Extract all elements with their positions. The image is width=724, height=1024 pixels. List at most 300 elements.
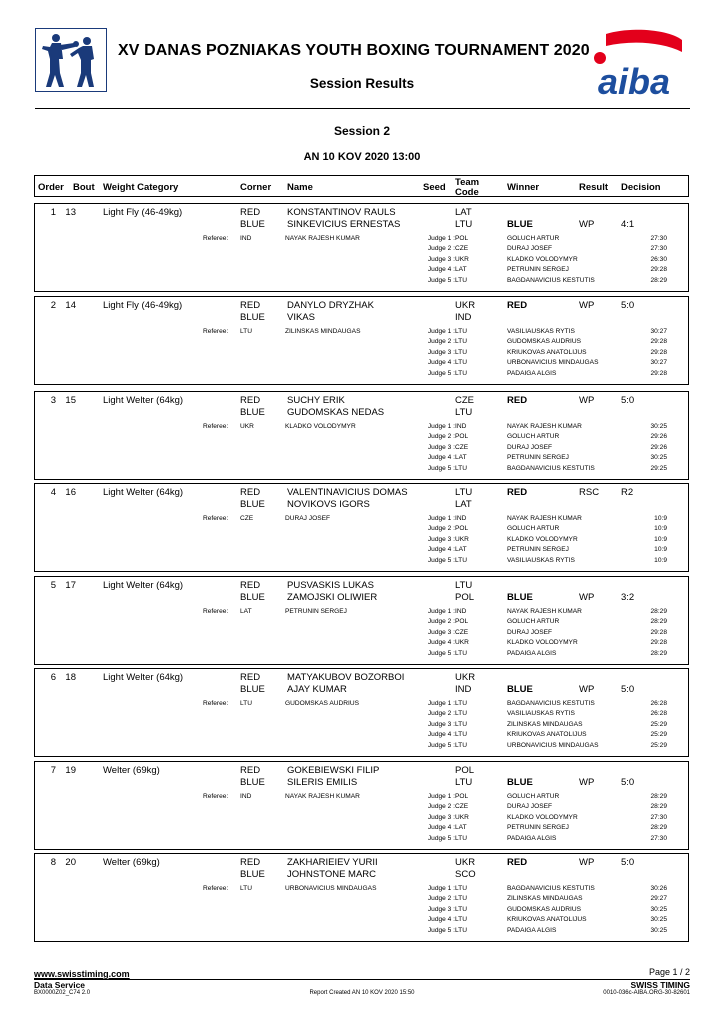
- judge-name: GOLUCH ARTUR: [507, 525, 560, 533]
- page-title: Session Results: [309, 76, 415, 91]
- judge-country: LTU: [455, 359, 467, 367]
- winner-corner: BLUE: [507, 219, 533, 230]
- judge-country: LTU: [455, 885, 467, 892]
- red-boxer-name: VALENTINAVICIUS DOMAS: [287, 487, 408, 498]
- judge-score: 25:29: [650, 720, 667, 728]
- judge-name: URBONAVICIUS MINDAUGAS: [507, 359, 599, 367]
- footer-reference: 0010-036c-AIBA.ORG-30-82601: [603, 990, 690, 996]
- judge-label: Judge 2 :: [427, 895, 455, 903]
- judge-score: 25:29: [650, 731, 667, 739]
- judge-label: Judge 1 :: [427, 235, 455, 242]
- bout-order: 4: [50, 487, 56, 498]
- blue-team-code: LAT: [455, 499, 472, 510]
- judge-label: Judge 5 :: [427, 649, 455, 657]
- judge-name: VASILIAUSKAS RYTIS: [507, 710, 575, 718]
- judge-score: 29:25: [650, 464, 667, 472]
- red-corner-label: RED: [240, 487, 261, 498]
- judge-score: 30:27: [650, 328, 667, 335]
- judge-score: 30:27: [650, 359, 667, 367]
- judge-score: 29:28: [650, 338, 667, 346]
- judge-label: Judge 3 :: [427, 905, 455, 913]
- weight-category: Light Welter (64kg): [103, 395, 184, 406]
- judge-score: 28:29: [650, 793, 667, 800]
- judge-label: Judge 5 :: [427, 276, 455, 284]
- judge-name: DURAJ JOSEF: [507, 245, 553, 253]
- blue-corner-label: BLUE: [240, 312, 265, 323]
- result-type: WP: [579, 684, 595, 695]
- result-type: WP: [579, 857, 595, 868]
- judge-name: PETRUNIN SERGEJ: [507, 546, 569, 554]
- referee-name: KLADKO VOLODYMYR: [285, 423, 356, 430]
- decision-value: R2: [621, 487, 634, 498]
- judge-name: GOLUCH ARTUR: [507, 793, 560, 800]
- decision-value: 5:0: [621, 300, 635, 311]
- result-type: WP: [579, 777, 595, 788]
- judge-label: Judge 1 :: [427, 885, 455, 892]
- judge-name: DURAJ JOSEF: [507, 803, 553, 811]
- judge-score: 28:29: [650, 618, 667, 626]
- bout-number: 15: [65, 395, 76, 406]
- decision-value: 3:2: [621, 592, 635, 603]
- judge-score: 27:30: [650, 245, 667, 253]
- header-divider: [35, 108, 690, 109]
- judge-name: KLADKO VOLODYMYR: [507, 813, 578, 821]
- judge-label: Judge 3 :: [427, 348, 455, 356]
- judge-name: VASILIAUSKAS RYTIS: [507, 556, 575, 564]
- result-type: WP: [579, 592, 595, 603]
- blue-boxer-name: SINKEVICIUS ERNESTAS: [287, 219, 401, 230]
- judge-label: Judge 4 :: [427, 639, 455, 647]
- judge-country: LAT: [455, 824, 467, 832]
- col-result: Result: [579, 182, 609, 193]
- judge-label: Judge 5 :: [427, 926, 455, 934]
- judge-score: 26:28: [650, 710, 667, 718]
- tournament-title: XV DANAS POZNIAKAS YOUTH BOXING TOURNAMENT 2020: [118, 42, 590, 59]
- judge-name: KRIUKOVAS ANATOLIJUS: [507, 348, 587, 356]
- judge-label: Judge 3 :: [427, 255, 455, 263]
- blue-boxer-name: NOVIKOVS IGORS: [287, 499, 370, 510]
- bout-order: 3: [50, 395, 56, 406]
- blue-boxer-name: VIKAS: [287, 312, 315, 323]
- bout-block: [34, 761, 689, 850]
- judge-country: LTU: [455, 905, 467, 913]
- session-datetime: AN 10 KOV 2020 13:00: [303, 151, 421, 163]
- judge-label: Judge 3 :: [427, 720, 455, 728]
- winner-corner: RED: [507, 487, 528, 498]
- judge-country: LAT: [455, 546, 467, 554]
- blue-boxer-name: JOHNSTONE MARC: [287, 869, 377, 880]
- bout-number: 17: [65, 580, 76, 591]
- judge-country: UKR: [455, 813, 469, 821]
- bout-block: [34, 391, 689, 480]
- judge-country: POL: [455, 235, 469, 242]
- judge-label: Judge 3 :: [427, 813, 455, 821]
- judge-score: 10:9: [654, 546, 667, 554]
- winner-corner: RED: [507, 857, 528, 868]
- bout-block: [34, 203, 689, 292]
- blue-corner-label: BLUE: [240, 777, 265, 788]
- judge-score: 29:28: [650, 369, 667, 377]
- session-name: Session 2: [333, 124, 391, 138]
- weight-category: Welter (69kg): [103, 765, 160, 776]
- referee-country: CZE: [240, 515, 254, 522]
- decision-value: 5:0: [621, 395, 635, 406]
- referee-label: Referee:: [203, 235, 229, 242]
- judge-label: Judge 1 :: [427, 700, 455, 707]
- judge-score: 29:27: [650, 895, 667, 903]
- judge-score: 28:29: [650, 803, 667, 811]
- result-type: RSC: [579, 487, 600, 498]
- red-boxer-name: GOKEBIEWSKI FILIP: [287, 765, 380, 776]
- judge-score: 10:9: [654, 535, 667, 543]
- results-column-header: [34, 175, 689, 197]
- judge-country: CZE: [455, 245, 469, 253]
- judge-label: Judge 4 :: [427, 266, 455, 274]
- judge-score: 30:25: [650, 423, 667, 430]
- judge-name: KLADKO VOLODYMYR: [507, 535, 578, 543]
- judge-score: 28:29: [650, 276, 667, 284]
- judge-label: Judge 1 :: [427, 793, 455, 800]
- red-boxer-name: ZAKHARIEIEV YURII: [287, 857, 378, 868]
- judge-country: POL: [455, 433, 469, 441]
- red-team-code: UKR: [455, 672, 476, 683]
- judge-label: Judge 4 :: [427, 916, 455, 924]
- judge-label: Judge 3 :: [427, 628, 455, 636]
- judge-country: LTU: [455, 338, 467, 346]
- judge-name: GUDOMSKAS AUDRIUS: [507, 905, 582, 913]
- judge-name: GOLUCH ARTUR: [507, 235, 560, 242]
- judge-label: Judge 2 :: [427, 803, 455, 811]
- judge-label: Judge 3 :: [427, 443, 455, 451]
- judge-name: DURAJ JOSEF: [507, 443, 553, 451]
- judge-name: GOLUCH ARTUR: [507, 618, 560, 626]
- judge-score: 10:9: [654, 556, 667, 564]
- col-seed: Seed: [423, 182, 446, 193]
- red-boxer-name: PUSVASKIS LUKAS: [287, 580, 374, 591]
- result-type: WP: [579, 395, 595, 406]
- judge-label: Judge 5 :: [427, 464, 455, 472]
- referee-country: LTU: [240, 700, 252, 707]
- result-type: WP: [579, 300, 595, 311]
- referee-country: LAT: [240, 608, 252, 615]
- judge-score: 30:26: [650, 885, 667, 892]
- red-corner-label: RED: [240, 207, 261, 218]
- bout-order: 7: [50, 765, 56, 776]
- referee-label: Referee:: [203, 793, 229, 800]
- bout-number: 19: [65, 765, 76, 776]
- judge-country: LTU: [455, 328, 467, 335]
- judge-name: ZILINSKAS MINDAUGAS: [507, 720, 583, 728]
- judge-name: KLADKO VOLODYMYR: [507, 255, 578, 263]
- judge-country: LTU: [455, 926, 467, 934]
- red-corner-label: RED: [240, 672, 261, 683]
- referee-label: Referee:: [203, 608, 229, 615]
- red-boxer-name: KONSTANTINOV RAULS: [287, 207, 396, 218]
- col-name: Name: [287, 182, 313, 193]
- bout-order: 5: [50, 580, 56, 591]
- decision-value: 5:0: [621, 777, 635, 788]
- referee-name: PETRUNIN SERGEJ: [285, 608, 347, 615]
- judge-label: Judge 5 :: [427, 556, 455, 564]
- red-team-code: LAT: [455, 207, 472, 218]
- weight-category: Light Fly (46-49kg): [103, 300, 183, 311]
- aiba-logo-icon: [592, 28, 684, 100]
- judge-label: Judge 1 :: [427, 515, 455, 522]
- red-boxer-name: MATYAKUBOV BOZORBOI: [287, 672, 405, 683]
- judge-score: 28:29: [650, 824, 667, 832]
- judge-name: PETRUNIN SERGEJ: [507, 824, 569, 832]
- aiba-logo-text: aiba: [598, 61, 671, 100]
- red-team-code: CZE: [455, 395, 474, 406]
- judge-score: 30:25: [650, 916, 667, 924]
- judge-score: 29:28: [650, 266, 667, 274]
- weight-category: Welter (69kg): [103, 857, 160, 868]
- judge-label: Judge 1 :: [427, 608, 455, 615]
- judge-label: Judge 2 :: [427, 433, 455, 441]
- judge-score: 29:28: [650, 639, 667, 647]
- footer-url-link[interactable]: www.swisstiming.com: [34, 969, 130, 979]
- judge-country: UKR: [455, 639, 469, 647]
- red-corner-label: RED: [240, 395, 261, 406]
- judge-name: KRIUKOVAS ANATOLIJUS: [507, 731, 587, 739]
- judge-name: NAYAK RAJESH KUMAR: [507, 515, 582, 522]
- judge-name: PETRUNIN SERGEJ: [507, 454, 569, 462]
- referee-country: UKR: [240, 423, 254, 430]
- judge-country: LTU: [455, 731, 467, 739]
- judge-country: LTU: [455, 700, 467, 707]
- referee-name: DURAJ JOSEF: [285, 515, 331, 522]
- winner-corner: BLUE: [507, 684, 533, 695]
- judge-score: 25:29: [650, 741, 667, 749]
- judge-label: Judge 2 :: [427, 618, 455, 626]
- col-corner: Corner: [240, 182, 272, 193]
- referee-name: ZILINSKAS MINDAUGAS: [285, 328, 361, 335]
- blue-boxer-name: ZAMOJSKI OLIWIER: [287, 592, 378, 603]
- judge-country: UKR: [455, 535, 469, 543]
- judge-score: 30:25: [650, 926, 667, 934]
- col-decision: Decision: [621, 182, 661, 193]
- judge-score: 29:26: [650, 433, 667, 441]
- judge-score: 26:30: [650, 255, 667, 263]
- bout-order: 8: [50, 857, 56, 868]
- blue-boxer-name: GUDOMSKAS NEDAS: [287, 407, 385, 418]
- judge-label: Judge 5 :: [427, 834, 455, 842]
- footer-page-number: Page 1 / 2: [648, 967, 690, 977]
- blue-corner-label: BLUE: [240, 684, 265, 695]
- judge-country: LTU: [455, 348, 467, 356]
- judge-label: Judge 5 :: [427, 369, 455, 377]
- blue-corner-label: BLUE: [240, 407, 265, 418]
- referee-name: URBONAVICIUS MINDAUGAS: [285, 885, 377, 892]
- judge-score: 10:9: [654, 525, 667, 533]
- bout-number: 16: [65, 487, 76, 498]
- judge-name: GOLUCH ARTUR: [507, 433, 560, 441]
- blue-team-code: LTU: [455, 407, 473, 418]
- judge-score: 27:30: [650, 834, 667, 842]
- col-team-code-line2: Code: [455, 187, 479, 198]
- winner-corner: RED: [507, 300, 528, 311]
- judge-name: PADAIGA ALGIS: [507, 926, 557, 934]
- judge-country: CZE: [455, 443, 469, 451]
- judge-country: POL: [455, 793, 469, 800]
- referee-label: Referee:: [203, 700, 229, 707]
- blue-boxer-name: AJAY KUMAR: [287, 684, 347, 695]
- judge-country: LTU: [455, 276, 467, 284]
- decision-value: 5:0: [621, 684, 635, 695]
- referee-country: IND: [240, 793, 252, 800]
- footer-swiss-timing: SWISS TIMING: [630, 980, 690, 990]
- bout-block: [34, 296, 689, 385]
- red-team-code: POL: [455, 765, 475, 776]
- judge-score: 30:25: [650, 454, 667, 462]
- judge-score: 26:28: [650, 700, 667, 707]
- judge-label: Judge 5 :: [427, 741, 455, 749]
- judge-score: 29:26: [650, 443, 667, 451]
- red-boxer-name: DANYLO DRYZHAK: [287, 300, 374, 311]
- judge-name: PETRUNIN SERGEJ: [507, 266, 569, 274]
- judge-country: POL: [455, 618, 469, 626]
- judge-country: LTU: [455, 720, 467, 728]
- col-order: Order: [38, 182, 64, 193]
- referee-country: IND: [240, 235, 252, 242]
- judge-country: LTU: [455, 895, 467, 903]
- red-corner-label: RED: [240, 765, 261, 776]
- judge-name: BAGDANAVICIUS KESTUTIS: [507, 276, 595, 284]
- judge-score: 28:29: [650, 608, 667, 615]
- weight-category: Light Fly (46-49kg): [103, 207, 183, 218]
- blue-corner-label: BLUE: [240, 592, 265, 603]
- winner-corner: RED: [507, 395, 528, 406]
- judge-score: 30:25: [650, 905, 667, 913]
- judge-label: Judge 3 :: [427, 535, 455, 543]
- bout-number: 20: [65, 857, 76, 868]
- weight-category: Light Welter (64kg): [103, 487, 184, 498]
- footer-data-service: Data Service: [34, 980, 86, 990]
- referee-label: Referee:: [203, 885, 229, 892]
- judge-country: LAT: [455, 266, 467, 274]
- red-boxer-name: SUCHY ERIK: [287, 395, 345, 406]
- judge-country: LTU: [455, 556, 467, 564]
- blue-corner-label: BLUE: [240, 869, 265, 880]
- judge-name: ZILINSKAS MINDAUGAS: [507, 895, 583, 903]
- judge-name: GUDOMSKAS AUDRIUS: [507, 338, 582, 346]
- bout-order: 6: [50, 672, 56, 683]
- judge-country: IND: [455, 608, 467, 615]
- footer-doc-code: BX0000Z02_C74 2.0: [34, 990, 91, 996]
- judge-name: NAYAK RAJESH KUMAR: [507, 423, 582, 430]
- blue-team-code: POL: [455, 592, 475, 603]
- bout-block: [34, 483, 689, 572]
- page-header: [0, 0, 724, 110]
- col-winner: Winner: [507, 182, 540, 193]
- judge-country: LTU: [455, 916, 467, 924]
- judge-name: KRIUKOVAS ANATOLIJUS: [507, 916, 587, 924]
- judge-label: Judge 2 :: [427, 245, 455, 253]
- col-weight: Weight Category: [103, 182, 179, 193]
- red-team-code: LTU: [455, 580, 473, 591]
- referee-name: NAYAK RAJESH KUMAR: [285, 235, 360, 242]
- judge-name: NAYAK RAJESH KUMAR: [507, 608, 582, 615]
- judge-name: URBONAVICIUS MINDAUGAS: [507, 741, 599, 749]
- judge-label: Judge 4 :: [427, 359, 455, 367]
- judge-country: LTU: [455, 741, 467, 749]
- judge-name: PADAIGA ALGIS: [507, 834, 557, 842]
- blue-team-code: SCO: [455, 869, 476, 880]
- judge-name: KLADKO VOLODYMYR: [507, 639, 578, 647]
- judge-score: 27:30: [650, 813, 667, 821]
- judge-score: 28:29: [650, 649, 667, 657]
- judge-label: Judge 4 :: [427, 824, 455, 832]
- bout-order: 1: [50, 207, 56, 218]
- result-type: WP: [579, 219, 595, 230]
- red-team-code: UKR: [455, 300, 476, 311]
- red-corner-label: RED: [240, 580, 261, 591]
- judge-name: VASILIAUSKAS RYTIS: [507, 328, 575, 335]
- referee-country: LTU: [240, 885, 252, 892]
- red-team-code: LTU: [455, 487, 473, 498]
- weight-category: Light Welter (64kg): [103, 672, 184, 683]
- judge-label: Judge 1 :: [427, 423, 455, 430]
- judge-name: PADAIGA ALGIS: [507, 369, 557, 377]
- judge-score: 29:28: [650, 628, 667, 636]
- bout-block: [34, 576, 689, 665]
- red-corner-label: RED: [240, 300, 261, 311]
- referee-label: Referee:: [203, 515, 229, 522]
- blue-team-code: IND: [455, 684, 472, 695]
- bout-block: [34, 668, 689, 757]
- judge-label: Judge 4 :: [427, 731, 455, 739]
- judge-score: 10:9: [654, 515, 667, 522]
- bout-order: 2: [50, 300, 56, 311]
- judge-country: LTU: [455, 464, 467, 472]
- judge-name: BAGDANAVICIUS KESTUTIS: [507, 464, 595, 472]
- judge-country: IND: [455, 423, 467, 430]
- page-footer: [0, 960, 724, 1024]
- footer-divider: [34, 979, 690, 980]
- decision-value: 4:1: [621, 219, 635, 230]
- judge-label: Judge 2 :: [427, 338, 455, 346]
- red-corner-label: RED: [240, 857, 261, 868]
- red-team-code: UKR: [455, 857, 476, 868]
- bout-number: 14: [65, 300, 76, 311]
- judge-name: PADAIGA ALGIS: [507, 649, 557, 657]
- blue-team-code: LTU: [455, 777, 473, 788]
- footer-report-created: Report Created AN 10 KOV 2020 15:50: [309, 990, 415, 996]
- judge-country: LTU: [455, 369, 467, 377]
- judge-country: IND: [455, 515, 467, 522]
- judge-country: POL: [455, 525, 469, 533]
- judge-name: BAGDANAVICIUS KESTUTIS: [507, 700, 595, 707]
- referee-name: GUDOMSKAS AUDRIUS: [285, 700, 360, 707]
- blue-boxer-name: SILERIS EMILIS: [287, 777, 358, 788]
- judge-country: LTU: [455, 649, 467, 657]
- judge-name: DURAJ JOSEF: [507, 628, 553, 636]
- judge-country: UKR: [455, 255, 469, 263]
- judge-label: Judge 4 :: [427, 454, 455, 462]
- blue-team-code: LTU: [455, 219, 473, 230]
- judge-label: Judge 2 :: [427, 710, 455, 718]
- judge-name: BAGDANAVICIUS KESTUTIS: [507, 885, 595, 892]
- bout-block: [34, 853, 689, 942]
- blue-corner-label: BLUE: [240, 219, 265, 230]
- decision-value: 5:0: [621, 857, 635, 868]
- referee-country: LTU: [240, 328, 252, 335]
- weight-category: Light Welter (64kg): [103, 580, 184, 591]
- judge-country: CZE: [455, 803, 469, 811]
- col-bout: Bout: [73, 182, 95, 193]
- judge-score: 29:28: [650, 348, 667, 356]
- referee-name: NAYAK RAJESH KUMAR: [285, 793, 360, 800]
